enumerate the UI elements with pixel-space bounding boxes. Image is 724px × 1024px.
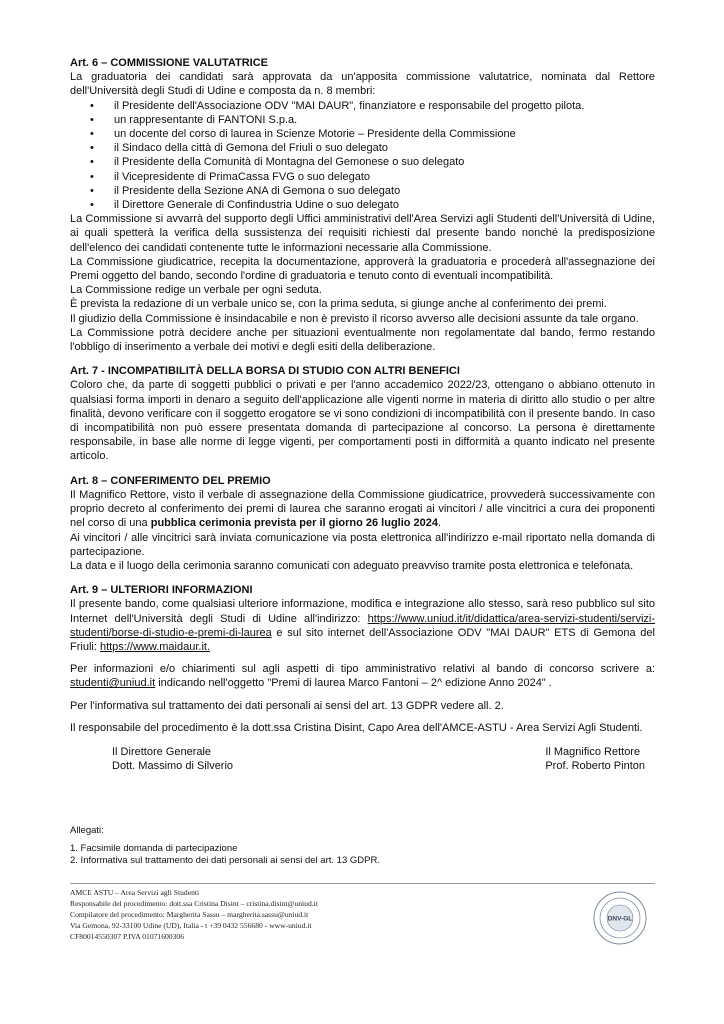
paragraph: La Commissione redige un verbale per ogni seduta.	[70, 284, 322, 297]
paragraph: La Commissione giudicatrice, recepita la documentazione, approverà la graduatoria e procederà all'assegnazione dei Premi oggetto del bando, secondo l'ordine di graduatoria e tenuto conto di eventuali incompatibilità.	[70, 255, 655, 283]
paragraph: La data e il luogo della cerimonia saranno comunicati con adeguato preavviso tramite posta elettronica e telefonata.	[70, 559, 634, 572]
paragraph	[70, 662, 655, 690]
paragraph: Il giudizio della Commissione è insindacabile e non è previsto il ricorso avverso alle decisioni assunte da tale organo.	[70, 312, 639, 325]
paragraph: Il responsabile del procedimento è la dott.ssa Cristina Disint, Capo Area dell'AMCE-ASTU - Area Servizi Agli Studenti.	[70, 721, 643, 734]
footer-line: Responsabile del procedimento: dott.ssa Cristina Disint – cristina.disint@uniud.it	[70, 899, 318, 908]
signature-role: Il Magnifico Rettore	[545, 745, 641, 758]
paragraph	[70, 597, 655, 654]
attachment-item: 1. Facsimile domanda di partecipazione	[70, 842, 238, 854]
paragraph: Per l'informativa sul trattamento dei dati personali ai sensi del art. 13 GDPR vedere all. 2.	[70, 699, 504, 712]
list-item: • il Presidente dell'Associazione ODV "MAI DAUR", finanziatore e responsabile del progetto pilota.	[114, 99, 655, 113]
article-6	[70, 56, 655, 354]
text-span: indicando nell'oggetto "Premi di laurea Marco Fantoni – 2^ edizione Anno 2024" .	[155, 677, 552, 690]
list-item: • il Sindaco della città di Gemona del Friuli o suo delegato	[114, 141, 655, 155]
text-span: Il Magnifico Rettore, visto il verbale di assegnazione della Commissione giudicatrice, provvederà successivamente con proprio decreto al conferimento dei premi di laurea che saranno erogati ai vincitori / alle vincitrici a cura dei proponenti nel corso di una	[70, 488, 655, 530]
maidaur-link[interactable]: https://www.maidaur.it.	[99, 640, 210, 653]
signature-name: Prof. Roberto Pinton	[545, 759, 645, 772]
list-item: • un rappresentante di FANTONI S.p.a.	[114, 113, 655, 127]
article-6-title: Art. 6 – COMMISSIONE VALUTATRICE	[70, 57, 269, 69]
uniud-link[interactable]: https://www.uniud.it/it/didattica/area-servizi-studenti/servizi-studenti/borse-di-studio-e-premi-di-laurea	[70, 612, 655, 639]
text-span: e sul sito internet dell'Associazione ODV "MAI DAUR" ETS di Gemona del Friuli:	[70, 626, 655, 653]
list-item: • il Direttore Generale di Confindustria Udine o suo delegato	[114, 198, 655, 212]
footer-line: AMCE ASTU – Area Servizi agli Studenti	[70, 888, 200, 897]
text-span: .	[438, 517, 442, 530]
footer-line: CF80014550307 P.IVA 01071600306	[70, 932, 184, 941]
signatures	[70, 745, 655, 773]
article-8	[70, 474, 655, 573]
paragraph: La Commissione potrà decidere anche per situazioni eventualmente non regolamentate dal bando, fermo restando l'obbligo di inserimento a verbale dei motivi e degli esiti della deliberazione.	[70, 326, 655, 354]
signature-name: Dott. Massimo di Silverio	[112, 759, 234, 772]
attachments-label: Allegati:	[70, 824, 104, 836]
list-item: • il Vicepresidente di PrimaCassa FVG o suo delegato	[114, 170, 655, 184]
article-8-title: Art. 8 – CONFERIMENTO DEL PREMIO	[70, 474, 271, 487]
article-7-title: Art. 7 - INCOMPATIBILITÀ DELLA BORSA DI STUDIO CON ALTRI BENEFICI	[70, 365, 460, 378]
ceremony-date: pubblica cerimonia prevista per il giorno 26 luglio 2024	[150, 517, 439, 530]
cert-label: DNV-GL	[607, 915, 633, 923]
footer-line: Via Gemona, 92-33100 Udine (UD), Italia - t +39 0432 556680 - www-uniud.it	[70, 921, 312, 930]
paragraph: Coloro che, da parte di soggetti pubblici o privati e per l'anno accademico 2022/23, ottengano o abbiano ottenuto in qualsiasi forma importi in denaro a seguito dell'applicazione alle vigenti norme in materia di diritto allo studio o per altre finalità, devono verificare con il soggetto erogatore se vi sono condizioni di incompatibilità con il presente bando. In caso di incompatibilità non può essere presentata domanda di partecipazione al concorso. La persona è direttamente responsabile, in base alle norme di legge vigenti, per comportamenti posti in difformità a quanto indicato nel presente articolo.	[70, 379, 655, 463]
document-body	[70, 56, 655, 867]
attachments	[70, 825, 655, 867]
list-item: • il Presidente della Sezione ANA di Gemona o suo delegato	[114, 184, 655, 198]
signature-role: Il Direttore Generale	[112, 745, 212, 758]
list-item: • un docente del corso di laurea in Scienze Motorie – Presidente della Commissione	[114, 127, 655, 141]
paragraph: Ai vincitori / alle vincitrici sarà inviata comunicazione via posta elettronica all'indirizzo e-mail riportato nella domanda di partecipazione.	[70, 531, 655, 558]
signature-right	[545, 745, 645, 773]
article-9	[70, 583, 655, 735]
list-item: • il Presidente della Comunità di Montagna del Gemonese o suo delegato	[114, 155, 655, 169]
page-footer	[70, 883, 655, 942]
text-span: Per informazioni e/o chiarimenti sul agli aspetti di tipo amministrativo relativi al bando di concorso scrivere a:	[70, 663, 655, 676]
commission-members-list	[70, 99, 655, 213]
article-9-title: Art. 9 – ULTERIORI INFORMAZIONI	[70, 584, 253, 597]
paragraph: La Commissione si avvarrà del supporto degli Uffici amministrativi dell'Area Servizi agli Studenti dell'Università di Udine, ai quali spetterà la verifica della sussistenza dei requisiti richiesti dal presente bando nonché la predisposizione dell'elenco dei candidati contenente tutte le informazioni necessarie alla Commissione.	[70, 213, 655, 254]
certification-seal-icon	[592, 890, 648, 946]
article-6-intro: La graduatoria dei candidati sarà approvata da un'apposita commissione valutatrice, nominata dal Rettore dell'Università degli Studi di Udine e composta da n. 8 membri:	[70, 71, 655, 98]
footer-line: Compilatore del procedimento: Margherita Sassu – margherita.sassu@uniud.it	[70, 910, 309, 919]
email-link[interactable]: studenti@uniud.it	[70, 677, 156, 690]
text-span: Il presente bando, come qualsiasi ulteriore informazione, modifica e integrazione allo stesso, sarà reso pubblico sul sito Internet dell'Università degli Studi di Udine all'indirizzo:	[70, 598, 655, 625]
paragraph	[70, 488, 655, 531]
signature-left	[112, 745, 233, 773]
article-7	[70, 364, 655, 463]
attachment-item: 2. Informativa sul trattamento dei dati personali ai sensi del art. 13 GDPR.	[70, 854, 380, 866]
paragraph: È prevista la redazione di un verbale unico se, con la prima seduta, si giunge anche al conferimento dei premi.	[70, 298, 607, 311]
